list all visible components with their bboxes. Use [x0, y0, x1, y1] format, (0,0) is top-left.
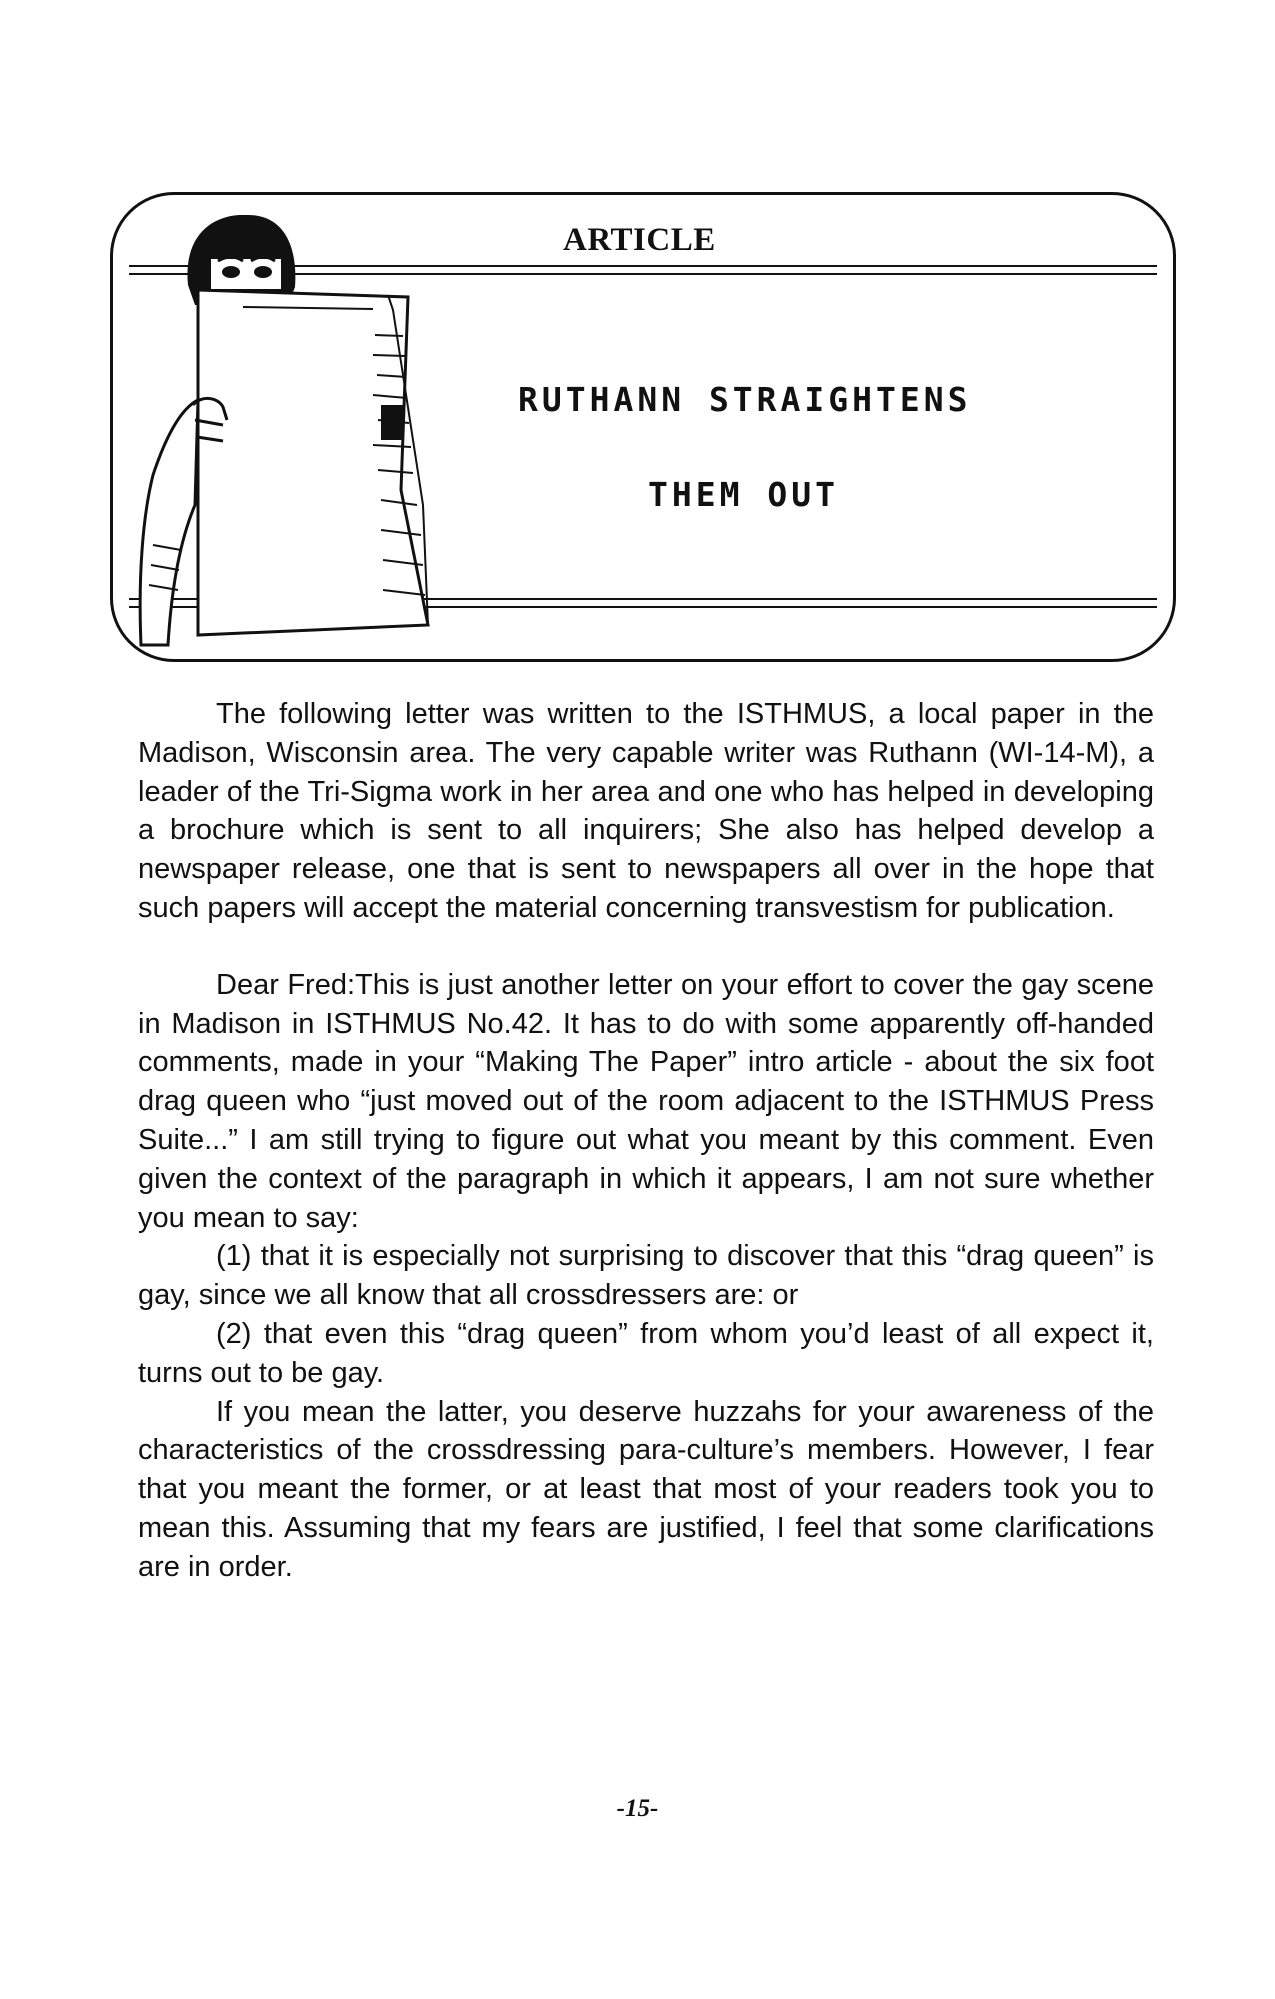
article-body: [138, 695, 1154, 1587]
woman-reading-newspaper-illustration: [123, 215, 523, 655]
article-header-box: [110, 192, 1176, 662]
letter-list-item-2: (2) that even this “drag queen” from whom you’d least of all expect it, turns out to be gay.: [138, 1317, 1154, 1389]
headline-line-2: THEM OUT: [648, 475, 839, 514]
letter-list-item-1: (1) that it is especially not surprising to discover that this “drag queen” is gay, since we all know that all crossdressers are: or: [138, 1240, 1154, 1312]
page-number: -15-: [616, 1795, 659, 1822]
section-label: ARTICLE: [563, 222, 716, 258]
headline-line-1: RUTHANN STRAIGHTENS: [518, 380, 972, 419]
intro-paragraph: The following letter was written to the ISTHMUS, a local paper in the Madison, Wisconsin area. The very capable writer was Ruthann (WI-14-M), a leader of the Tri-Sigma work in her area and one who has helped in developing a brochure which is sent to all inquirers; She also has helped develop a newspaper release, one that is sent to newspapers all over in the hope that such papers will accept the material concerning transvestism for publication.: [138, 698, 1154, 924]
letter-paragraph-2: If you mean the latter, you deserve huzzahs for your awareness of the characteristics of the crossdressing para-culture’s members. However, I fear that you meant the former, or at least that most of your readers took you to mean this. Assuming that my fears are justified, I feel that some clarifications are in order.: [138, 1395, 1154, 1583]
letter-paragraph-1: Dear Fred:This is just another letter on your effort to cover the gay scene in Madison in ISTHMUS No.42. It has to do with some apparently off-handed comments, made in your “Making The Paper” intro article - about the six foot drag queen who “just moved out of the room adjacent to the ISTHMUS Press Suite...” I am still trying to figure out what you meant by this comment. Even given the context of the paragraph in which it appears, I am not sure whether you mean to say:: [138, 968, 1154, 1234]
